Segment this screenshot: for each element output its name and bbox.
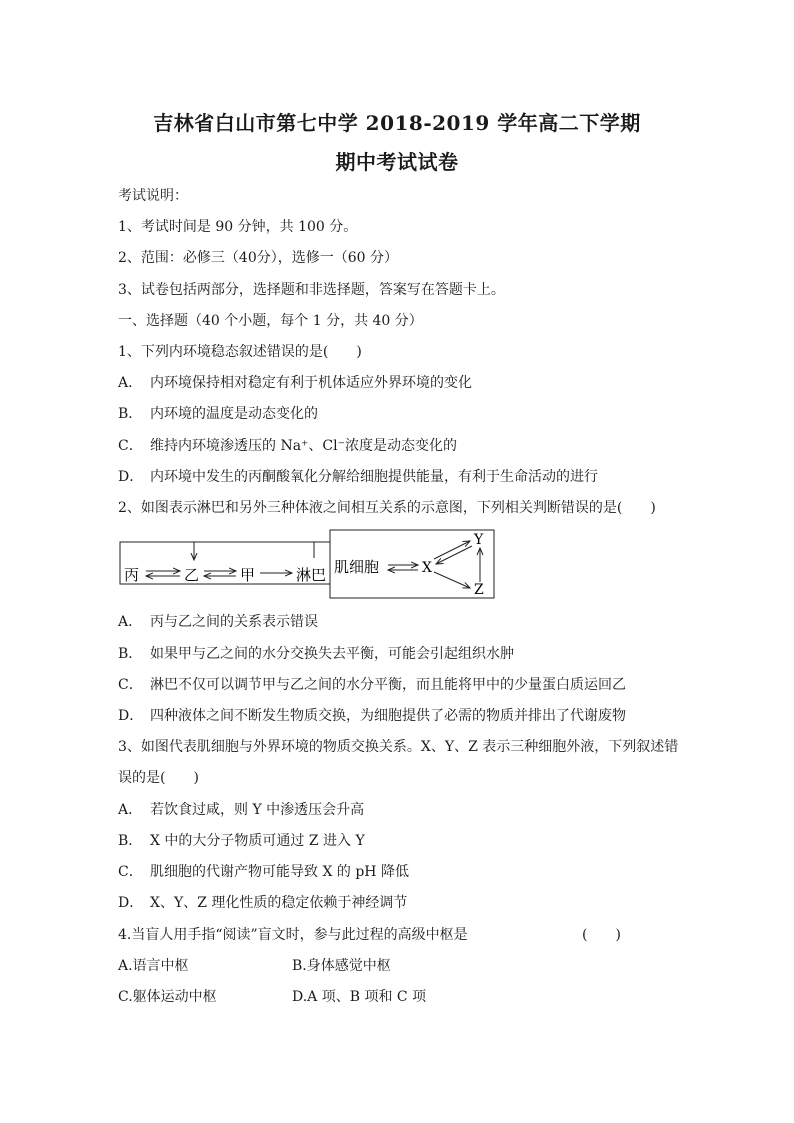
question-1-option-d [118,467,598,487]
question-4-option-b: B.身体感觉中枢 [292,958,391,974]
question-2-option-a [118,612,318,632]
question-3-option-b [118,831,365,851]
option-text: 丙与乙之间的关系表示错误 [150,614,318,630]
node-linba: 淋巴 [296,566,327,584]
question-2-option-d [118,706,626,726]
option-label: A． [118,375,143,391]
option-label: A． [118,802,143,818]
option-label: B． [118,646,143,662]
question-4-option-c: C.躯体运动中枢 [118,989,217,1005]
option-text: 淋巴不仅可以调节甲与乙之间的水分平衡，而且能将甲中的少量蛋白质运回乙 [150,677,626,693]
option-label: D． [118,895,144,911]
question-3-stem: 3、如图代表肌细胞与外界环境的物质交换关系。X、Y、Z 表示三种细胞外液，下列叙述错 [118,739,679,755]
exam-subtitle: 期中考试试卷 [335,150,459,174]
option-label: C． [118,864,143,880]
question-2-option-c [118,675,626,695]
option-text: 内环境中发生的丙酮酸氧化分解给细胞提供能量，有利于生命活动的进行 [150,469,598,485]
instruction-1: 1、考试时间是 90 分钟，共 100 分。 [118,219,358,235]
question-4-answer-paren: ( ) [582,927,621,943]
question-1-option-c [118,436,457,456]
node-z: Z [474,582,484,598]
option-label: D． [118,708,144,724]
option-text: 内环境保持相对稳定有利于机体适应外界环境的变化 [150,375,472,391]
node-x: X [422,560,432,576]
question-3-stem-continued: 误的是( ) [118,770,199,786]
option-text: 如果甲与乙之间的水分交换失去平衡，可能会引起组织水肿 [150,646,514,662]
question-3-option-c [118,862,409,882]
option-text: 内环境的温度是动态变化的 [150,406,318,422]
option-label: C． [118,677,143,693]
node-muscle-cell: 肌细胞 [334,558,380,576]
node-y: Y [474,532,484,548]
question-1-option-a [118,373,472,393]
node-bing: 丙 [124,566,140,584]
question-4-option-d: D.A 项、B 项和 C 项 [292,989,427,1005]
question-2-option-b [118,644,514,664]
node-jia: 甲 [240,566,256,584]
option-label: C． [118,438,143,454]
option-label: B． [118,833,143,849]
option-label: B． [118,406,143,422]
option-text: 肌细胞的代谢产物可能导致 X 的 pH 降低 [150,864,409,880]
option-text: 维持内环境渗透压的 Na⁺、Cl⁻浓度是动态变化的 [150,438,458,454]
option-text: X、Y、Z 理化性质的稳定依赖于神经调节 [150,895,408,911]
question-4-stem: 4.当盲人用手指“阅读”盲文时，参与此过程的高级中枢是 [118,927,468,943]
option-text: X 中的大分子物质可通过 Z 进入 Y [150,833,365,849]
section-heading: 一、选择题（40 个小题，每个 1 分，共 40 分） [118,313,423,329]
question-3-option-a [118,800,364,820]
option-label: A． [118,614,143,630]
question-1-stem: 1、下列内环境稳态叙述错误的是( ) [118,344,362,360]
instructions-heading: 考试说明： [118,188,188,204]
option-text: 若饮食过咸，则 Y 中渗透压会升高 [150,802,365,818]
question-1-option-b [118,404,318,424]
question-2-stem: 2、如图表示淋巴和另外三种体液之间相互关系的示意图，下列相关判断错误的是( ) [118,500,656,516]
instruction-3: 3、试卷包括两部分，选择题和非选择题，答案写在答题卡上。 [118,282,505,298]
option-label: D． [118,469,144,485]
exam-title: 吉林省白山市第七中学 2018-2019 学年高二下学期 [153,111,641,135]
option-text: 四种液体之间不断发生物质交换，为细胞提供了必需的物质并排出了代谢废物 [150,708,626,724]
body-fluid-diagram [118,528,498,600]
question-3-option-d [118,893,407,913]
instruction-2: 2、范围：必修三（40分），选修一（60 分） [118,250,398,266]
question-4-option-a: A.语言中枢 [118,958,189,974]
node-yi: 乙 [184,566,200,584]
